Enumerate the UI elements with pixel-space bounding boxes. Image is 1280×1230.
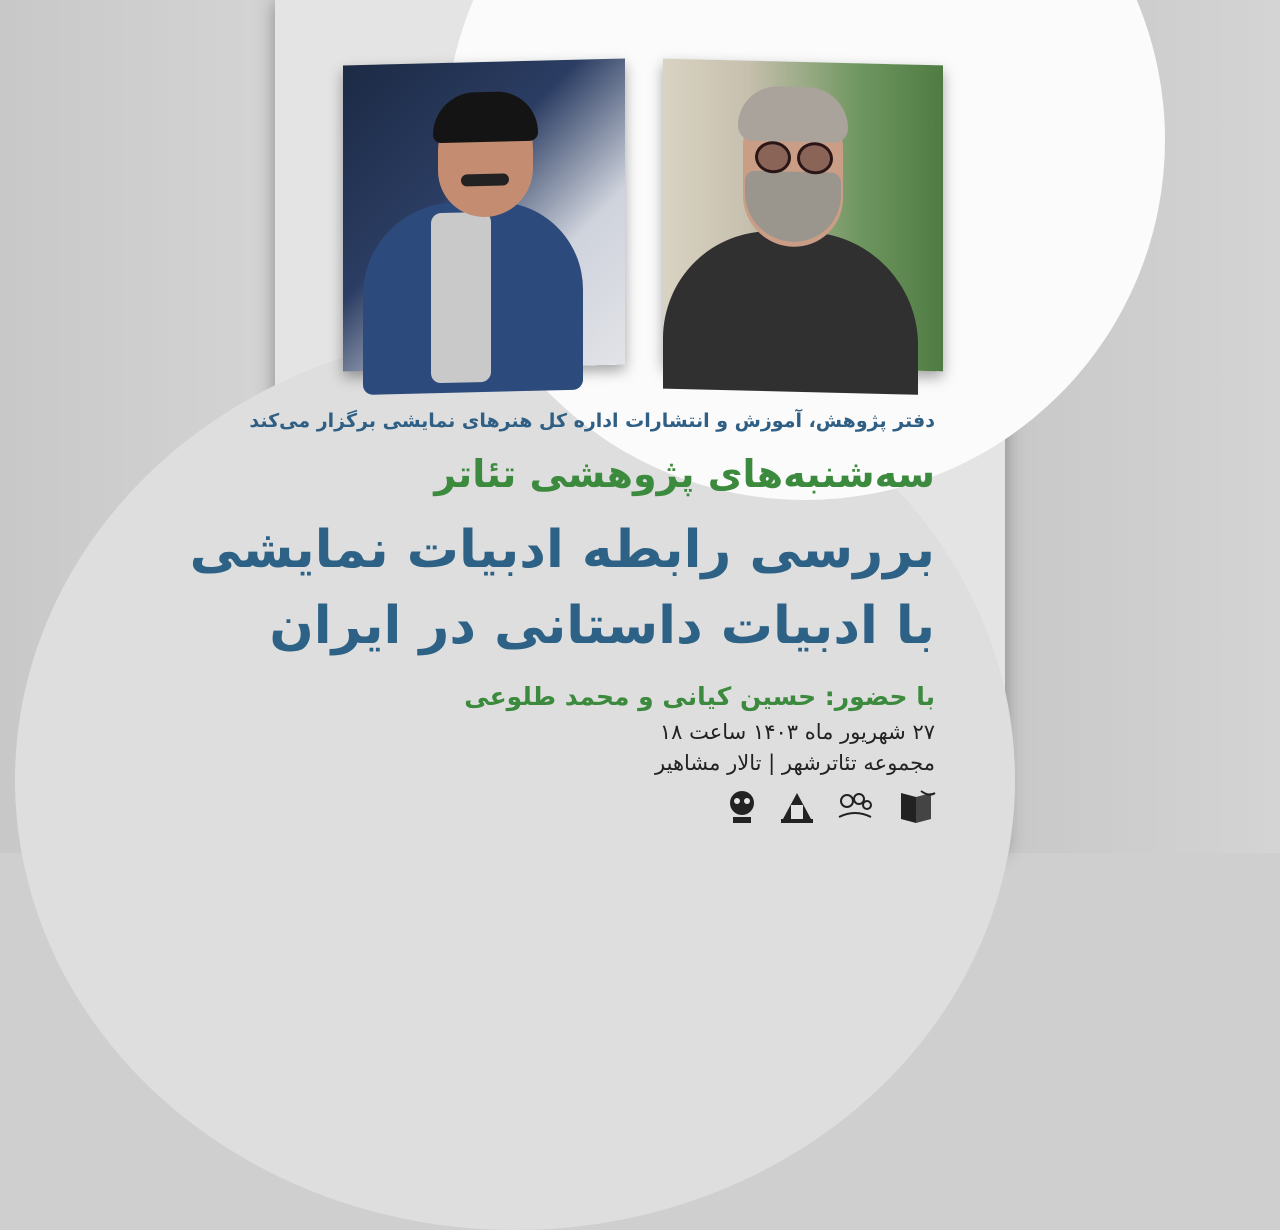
building-emblem-icon — [777, 789, 817, 825]
puppet-emblem-icon — [835, 789, 875, 825]
theatre-mask-emblem-icon — [725, 789, 759, 825]
organizer-line: دفتر پژوهش، آموزش و انتشارات اداره کل هنرهای نمایشی برگزار می‌کند — [249, 410, 935, 432]
event-title-line-1: بررسی رابطه ادبیات نمایشی — [189, 520, 935, 580]
series-title: سه‌شنبه‌های پژوهشی تئاتر — [434, 452, 935, 496]
hair-shape — [738, 85, 848, 143]
event-title-line-2: با ادبیات داستانی در ایران — [269, 596, 935, 656]
speaker-photo-right — [663, 59, 943, 372]
speaker-photo-left — [343, 59, 625, 372]
jacket-shape — [663, 229, 918, 395]
glasses-shape — [755, 141, 833, 171]
hair-shape — [433, 91, 538, 144]
event-datetime: ۲۷ شهریور ماه ۱۴۰۳ ساعت ۱۸ — [659, 720, 935, 744]
book-emblem-icon — [893, 789, 939, 825]
shirt-shape — [431, 212, 491, 383]
sponsor-logos — [539, 784, 939, 830]
event-poster — [189, 0, 1005, 853]
mustache-shape — [461, 173, 509, 186]
guests-line: با حضور: حسین کیانی و محمد طلوعی — [464, 682, 935, 711]
event-venue: مجموعه تئاترشهر | تالار مشاهیر — [655, 751, 935, 775]
